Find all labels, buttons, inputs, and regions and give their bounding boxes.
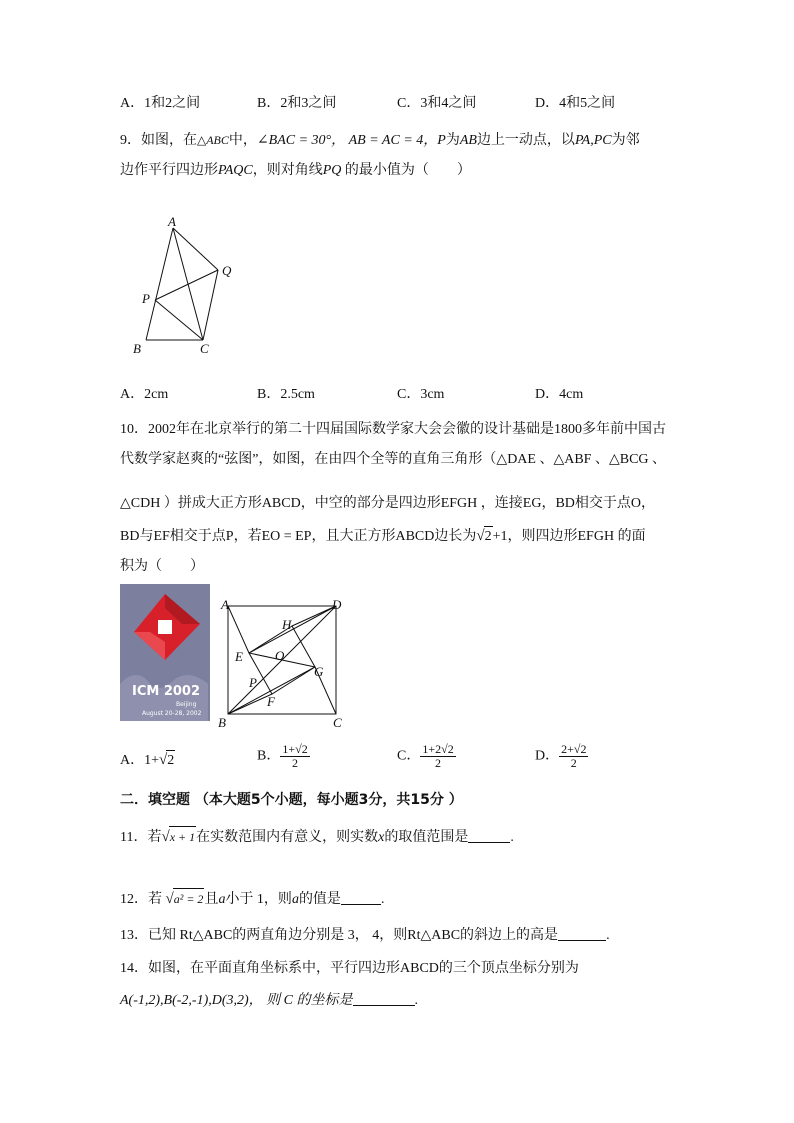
q9-label-a: A [168,214,176,229]
fraction [280,743,309,770]
q8-option-c: C．3和4之间 [397,96,477,111]
q9-equal-sides: AB = AC = 4， [348,133,438,148]
q10-sqrt-symbol: √ [476,528,485,544]
q9-option-a: A．2cm [120,387,169,402]
q10-text: BD与EF相交于点P，若EO = EP，且大正方形ABCD边长为 [120,529,477,544]
q10-option-c [397,743,456,770]
q10-stem-line4 [120,526,646,547]
line-ed [249,606,336,653]
sqrt-symbol: √ [159,752,168,768]
icm-logo-date: August 20-28, 2002 [142,710,202,717]
option-letter: A． [120,753,145,768]
q9-figure [128,210,248,360]
q10-stem-line1: 10．2002年在北京举行的第二十四届国际数学家大会会徽的设计基础是1800多年前中国古 [120,422,666,437]
q10-option-b [257,743,310,770]
q14-text: A(-1,2),B(-2,-1),D(3,2)， 则 C 的坐标是 [120,993,353,1008]
q9-angle: ∠BAC = 30°， [256,133,346,148]
q14-end: . [414,993,419,1008]
line-ae [228,606,249,653]
answer-blank[interactable] [353,991,415,1006]
q9-text: 为 [445,133,460,148]
q12-text: 的值是 [298,892,341,907]
q10-radicand: 2 [484,526,493,547]
answer-blank[interactable] [558,926,606,941]
denominator: 2 [570,756,577,770]
q12-text: 且 [204,892,219,907]
q9-label-q: Q [222,263,232,278]
q10-label-f: F [267,694,275,709]
q10-option-d [535,743,588,770]
q11-text: 在实数范围内有意义，则实数 [196,830,379,845]
icm-logo-graphic [120,584,210,721]
option-text: 1+ [144,753,160,768]
q9-text: 的最小值为（ ） [341,163,471,178]
q8-option-d: D．4和5之间 [535,96,616,111]
q10-text: +1，则四边形EFGH 的面 [492,529,646,544]
q10-label-o: O [275,648,285,663]
q12 [120,888,384,910]
q14-line1: 14．如图，在平面直角坐标系中，平行四边形ABCD的三个顶点坐标分别为 [120,961,579,976]
q9-diagonal: PQ [322,163,342,178]
q9-line-ab [146,228,173,340]
q10-option-a [120,750,175,771]
q10-label-d: D [332,597,342,612]
q10-label-a: A [221,597,229,612]
q9-triangle: △ABC [197,133,229,147]
option-letter: C． [397,748,421,764]
white-square [158,620,172,634]
q9-line-pc [155,300,203,340]
q9-point-p: P [437,133,446,148]
numerator: 1+2√2 [422,742,454,756]
q9-line-qc [203,270,218,340]
q9-side-ab: AB [459,133,477,148]
denominator: 2 [292,756,299,770]
radicand: x + 1 [169,826,196,847]
q11 [120,826,514,848]
q11-end: . [510,830,514,845]
q10-stem-line2: 代数学家赵爽的“弦图”，如图，在由四个全等的直角三角形（△DAE 、△ABF 、△BCG 、 [120,452,667,467]
q10-label-e: E [235,649,243,664]
q9-stem-line1 [120,130,640,151]
q9-text: ，则对角线 [252,163,323,178]
option-letter: D． [535,748,560,764]
q9-text: 中， [228,133,257,148]
fraction [559,743,588,770]
q9-label-p: P [142,291,150,306]
q12-end: . [380,892,385,907]
q9-text: 边上一动点，以 [476,133,575,148]
q9-label-c: C [200,341,209,356]
q9-number: 9．如图，在 [120,133,197,148]
q13-text: 13．已知 Rt△ABC的两直角边分别是 3， 4，则Rt△ABC的斜边上的高是 [120,928,559,943]
q14-line2 [120,991,418,1011]
q13 [120,926,610,946]
q9-line-aq [173,228,218,270]
icm-2002-logo [120,584,210,721]
icm-logo-city: Beijing [176,701,197,708]
q11-var: x [378,830,385,845]
q10-label-p: P [249,675,257,690]
option-letter: B． [257,748,281,764]
q10-stem-line3: △CDH ）拼成大正方形ABCD，中空的部分是四边形EFGH ，连接EG，BD相交于点O， [120,496,655,511]
numerator: 2+√2 [561,742,587,756]
radicand: 2 [166,750,175,771]
answer-blank[interactable] [341,890,381,905]
q10-label-g: G [314,664,324,679]
q10-label-b: B [218,715,226,730]
sqrt-symbol: √ [165,891,174,907]
q8-option-a: A．1和2之间 [120,96,201,111]
q9-stem-line2 [120,161,471,181]
section-title-fill-in: 二．填空题 （本大题5个小题，每小题3分，共15分 ） [120,792,463,808]
q12-text: 小于 1，则 [225,892,292,907]
q13-end: . [606,928,610,943]
q9-parallelogram: PAQC [218,163,253,178]
q9-option-b: B．2.5cm [257,387,315,402]
q9-option-c: C．3cm [397,387,445,402]
q9-option-d: D．4cm [535,387,584,402]
q9-text: 为邻 [611,133,640,148]
q10-stem-line5: 积为（ ） [120,559,204,574]
q9-line-pq [155,270,218,300]
sqrt-symbol: √ [161,829,170,845]
q10-label-c: C [333,715,342,730]
q12-var: a [291,892,299,907]
q11-text: 的取值范围是 [384,830,469,845]
q9-label-b: B [133,341,141,356]
q10-label-h: H [282,617,292,632]
answer-blank[interactable] [468,828,510,843]
radicand: a² = 2 [173,888,205,909]
q11-text: 11．若 [120,830,162,845]
q10-figure [215,596,350,731]
denominator: 2 [435,756,442,770]
icm-logo-title: ICM 2002 [132,684,201,699]
q12-text: 12．若 [120,892,166,907]
q9-text: 边作平行四边形 [120,163,218,178]
fraction [420,743,455,770]
numerator: 1+√2 [282,742,308,756]
q8-option-b: B．2和3之间 [257,96,337,111]
q12-var: a [218,892,226,907]
q9-sides: PA,PC [574,133,612,148]
